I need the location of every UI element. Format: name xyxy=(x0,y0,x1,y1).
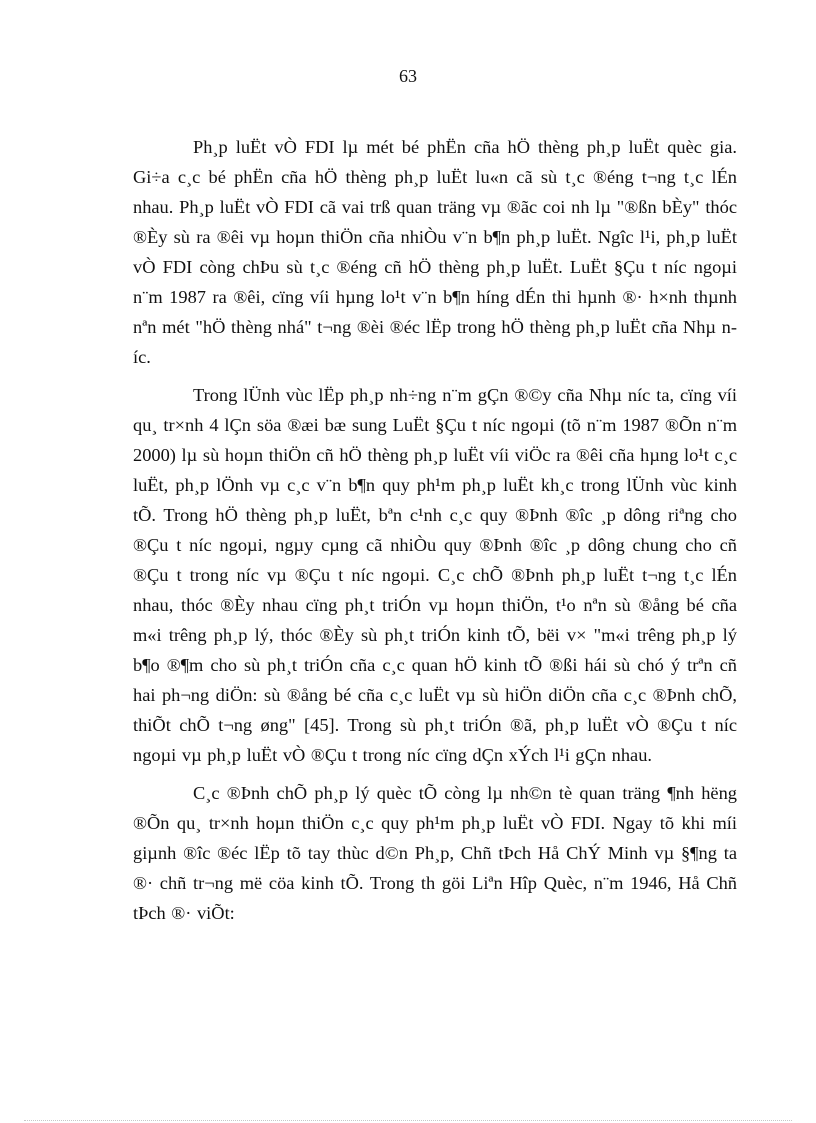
document-body xyxy=(133,132,737,936)
page-number: 63 xyxy=(399,66,417,86)
page-bottom-border xyxy=(24,1120,792,1121)
paragraph-international: C¸c ®Þnh chÕ ph¸p lý quèc tÕ còng lµ nh©n tè quan träng ¶nh hëng ®Õn qu¸ tr×nh hoµn thiÖn c¸c quy ph¹m ph¸p luËt vÒ FDI. Ngay tõ khi míi giµnh ®îc ®éc lËp tõ tay thùc d©n Ph¸p, Chñ tÞch Hå ChÝ Minh vµ §¶ng ta ®· chñ tr¬ng më cöa kinh tÕ. Trong th göi Liªn Hîp Quèc, n¨m 1946, Hå Chñ tÞch ®· viÕt: xyxy=(133,783,737,923)
paragraph-fdi-law: Ph¸p luËt vÒ FDI lµ mét bé phËn cña hÖ thèng ph¸p luËt quèc gia. Gi÷a c¸c bé phËn cña hÖ thèng ph¸p luËt lu«n cã sù t¸c ®éng t¬ng t¸c lÉn nhau. Ph¸p luËt vÒ FDI cã vai trß quan träng vµ ®ãc coi nh lµ "®ßn bÈy" thóc ®Èy sù ra ®êi vµ hoµn thiÖn cña nhiÒu v¨n b¶n ph¸p luËt. Ngîc l¹i, ph¸p luËt vÒ FDI còng chÞu sù t¸c ®éng cñ hÖ thèng ph¸p luËt. LuËt §Çu t níc ngoµi n¨m 1987 ra ®êi, cïng víi hµng lo¹t v¨n b¶n híng dÉn thi hµnh ®· h×nh thµnh nªn mét "hÖ thèng nhá" t¬ng ®èi ®éc lËp trong hÖ thèng ph¸p luËt cña Nhµ níc. xyxy=(133,137,737,367)
paragraph-legislation: Trong lÜnh vùc lËp ph¸p nh÷ng n¨m gÇn ®©y cña Nhµ níc ta, cïng víi qu¸ tr×nh 4 lÇn söa ®æi bæ sung LuËt §Çu t níc ngoµi (tõ n¨m 1987 ®Õn n¨m 2000) lµ sù hoµn thiÖn cñ hÖ thèng ph¸p luËt víi viÖc ra ®êi cña hµng lo¹t c¸c luËt, ph¸p lÖnh vµ c¸c v¨n b¶n quy ph¹m ph¸p luËt kh¸c trong lÜnh vùc kinh tÕ. Trong hÖ thèng ph¸p luËt, bªn c¹nh c¸c quy ®Þnh ®îc ¸p dông riªng cho ®Çu t níc ngoµi, ngµy cµng cã nhiÒu quy ®Þnh ®îc ¸p dông chung cho cñ ®Çu t trong níc vµ ®Çu t níc ngoµi. C¸c chÕ ®Þnh ph¸p luËt t¬ng t¸c lÉn nhau, thóc ®Èy nhau cïng ph¸t triÓn vµ hoµn thiÖn, t¹o nªn sù ®ång bé cña m«i trêng ph¸p lý, thóc ®Èy sù ph¸t triÓn kinh tÕ, bëi v× "m«i trêng ph¸p lý b¶o ®¶m cho sù ph¸t triÓn cña c¸c quan hÖ kinh tÕ ®ßi hái sù chó ý trªn cñ hai ph¬ng diÖn: sù ®ång bé cña c¸c luËt vµ sù hiÖn diÖn cña c¸c ®Þnh chÕ, thiÕt chÕ t¬ng øng" [45]. Trong sù ph¸t triÓn ®ã, ph¸p luËt vÒ ®Çu t níc ngoµi vµ ph¸p luËt vÒ ®Çu t trong níc cïng dÇn xÝch l¹i gÇn nhau. xyxy=(133,385,737,765)
